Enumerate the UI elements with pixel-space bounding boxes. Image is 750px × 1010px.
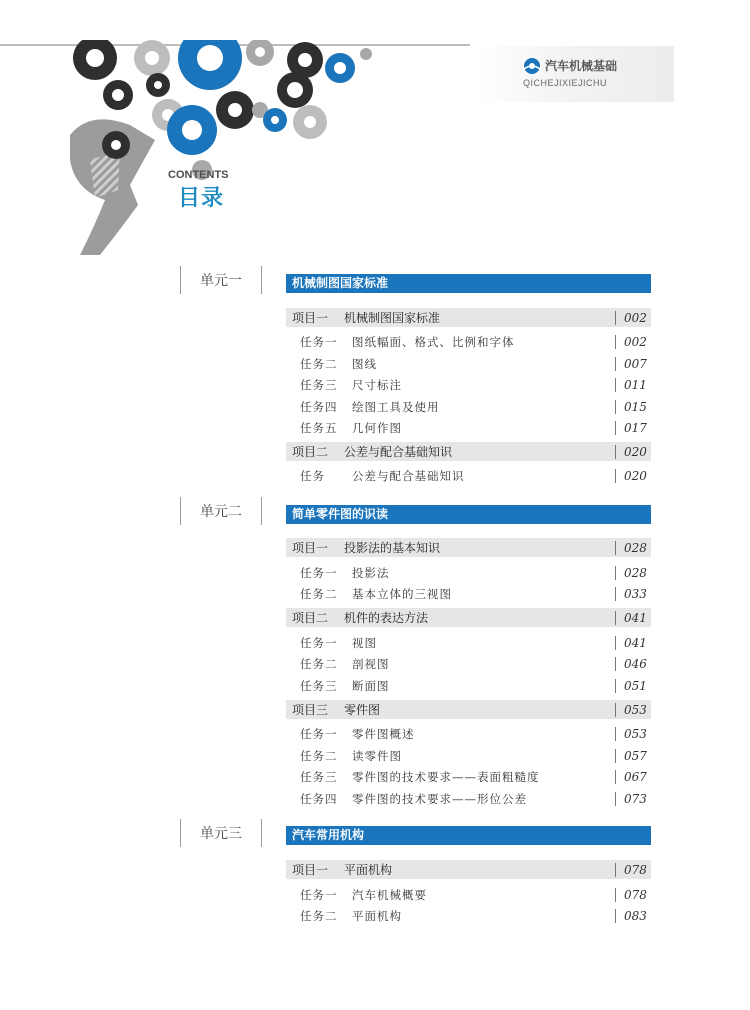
task-row[interactable] — [300, 375, 651, 394]
project-row[interactable] — [286, 538, 651, 557]
page-number: 041 — [615, 636, 651, 650]
task-number: 任务一 — [300, 334, 338, 349]
page-number: 051 — [615, 679, 651, 693]
task-row[interactable] — [300, 418, 651, 437]
task-number: 任务一 — [300, 635, 338, 650]
task-row[interactable] — [300, 906, 651, 925]
task-row[interactable] — [300, 354, 651, 373]
project-number: 项目二 — [292, 611, 329, 625]
unit-label: 单元三 — [180, 819, 262, 847]
project-number: 项目一 — [292, 541, 329, 555]
project-number: 项目二 — [292, 445, 329, 459]
task-row[interactable] — [300, 767, 651, 786]
page-number: 073 — [615, 792, 651, 806]
task-row[interactable] — [300, 563, 651, 582]
project-number: 项目三 — [292, 703, 329, 717]
page-number: 017 — [615, 421, 651, 435]
task-number: 任务二 — [300, 356, 338, 371]
task-row[interactable] — [300, 397, 651, 416]
task-title: 零件图的技术要求——表面粗糙度 — [352, 769, 540, 784]
task-title: 汽车机械概要 — [352, 887, 427, 902]
page-number: 020 — [615, 469, 651, 483]
task-number: 任务二 — [300, 586, 338, 601]
task-number: 任务四 — [300, 791, 338, 806]
page-number: 041 — [615, 611, 651, 625]
project-title: 平面机构 — [344, 863, 393, 877]
task-number: 任务一 — [300, 726, 338, 741]
task-row[interactable] — [300, 654, 651, 673]
page-number: 033 — [615, 587, 651, 601]
book-brand-header — [478, 46, 674, 102]
unit-label: 单元二 — [180, 497, 262, 525]
page-number: 007 — [615, 357, 651, 371]
project-title: 公差与配合基础知识 — [344, 445, 453, 459]
task-number: 任务二 — [300, 748, 338, 763]
contents-heading-en: CONTENTS — [168, 169, 229, 181]
task-title: 零件图的技术要求——形位公差 — [352, 791, 527, 806]
task-title: 图线 — [352, 356, 377, 371]
page-number: 078 — [615, 888, 651, 902]
task-number: 任务一 — [300, 565, 338, 580]
project-row[interactable] — [286, 860, 651, 879]
task-row[interactable] — [300, 676, 651, 695]
task-title: 断面图 — [352, 678, 390, 693]
project-title: 机械制图国家标准 — [344, 311, 441, 325]
task-row[interactable] — [300, 885, 651, 904]
unit-title-bar[interactable]: 汽车常用机构 — [286, 826, 651, 845]
page-number: 002 — [615, 335, 651, 349]
task-title: 尺寸标注 — [352, 377, 402, 392]
car-gear-logo-icon — [522, 56, 542, 76]
task-row[interactable] — [300, 724, 651, 743]
unit-label: 单元一 — [180, 266, 262, 294]
task-row[interactable] — [300, 584, 651, 603]
project-row[interactable] — [286, 442, 651, 461]
brand-subtitle: QICHEJIXIEJICHU — [523, 78, 608, 88]
page-number: 053 — [615, 703, 651, 717]
project-row[interactable] — [286, 308, 651, 327]
task-row[interactable] — [300, 746, 651, 765]
task-title: 几何作图 — [352, 420, 402, 435]
task-number: 任务 — [300, 468, 325, 483]
project-row[interactable] — [286, 700, 651, 719]
page-number: 015 — [615, 400, 651, 414]
project-row[interactable] — [286, 608, 651, 627]
task-number: 任务一 — [300, 887, 338, 902]
task-title: 基本立体的三视图 — [352, 586, 452, 601]
task-title: 图纸幅面、格式、比例和字体 — [352, 334, 515, 349]
page-number: 020 — [615, 445, 651, 459]
contents-heading-zh: 目录 — [178, 186, 225, 211]
task-row[interactable] — [300, 633, 651, 652]
task-row[interactable] — [300, 332, 651, 351]
page-number: 083 — [615, 909, 651, 923]
page-number: 011 — [615, 378, 651, 392]
project-number: 项目一 — [292, 863, 329, 877]
task-number: 任务五 — [300, 420, 338, 435]
task-row[interactable] — [300, 466, 651, 485]
task-number: 任务二 — [300, 908, 338, 923]
page-number: 057 — [615, 749, 651, 763]
task-title: 平面机构 — [352, 908, 402, 923]
task-title: 视图 — [352, 635, 377, 650]
brand-title: 汽车机械基础 — [545, 59, 618, 73]
page-number: 046 — [615, 657, 651, 671]
task-number: 任务三 — [300, 769, 338, 784]
page-number: 028 — [615, 566, 651, 580]
page-number: 053 — [615, 727, 651, 741]
task-title: 绘图工具及使用 — [352, 399, 440, 414]
unit-title-bar[interactable]: 简单零件图的识读 — [286, 505, 651, 524]
gears-wrench-illustration — [60, 40, 390, 270]
unit-title-bar[interactable]: 机械制图国家标准 — [286, 274, 651, 293]
task-number: 任务四 — [300, 399, 338, 414]
page-number: 067 — [615, 770, 651, 784]
project-title: 机件的表达方法 — [344, 611, 429, 625]
task-row[interactable] — [300, 789, 651, 808]
project-number: 项目一 — [292, 311, 329, 325]
task-title: 剖视图 — [352, 656, 390, 671]
project-title: 投影法的基本知识 — [344, 541, 441, 555]
task-title: 公差与配合基础知识 — [352, 468, 465, 483]
task-title: 零件图概述 — [352, 726, 415, 741]
page-number: 002 — [615, 311, 651, 325]
task-number: 任务三 — [300, 377, 338, 392]
task-title: 读零件图 — [352, 748, 402, 763]
task-title: 投影法 — [352, 565, 390, 580]
page-number: 028 — [615, 541, 651, 555]
task-number: 任务二 — [300, 656, 338, 671]
task-number: 任务三 — [300, 678, 338, 693]
project-title: 零件图 — [344, 703, 381, 717]
page-number: 078 — [615, 863, 651, 877]
